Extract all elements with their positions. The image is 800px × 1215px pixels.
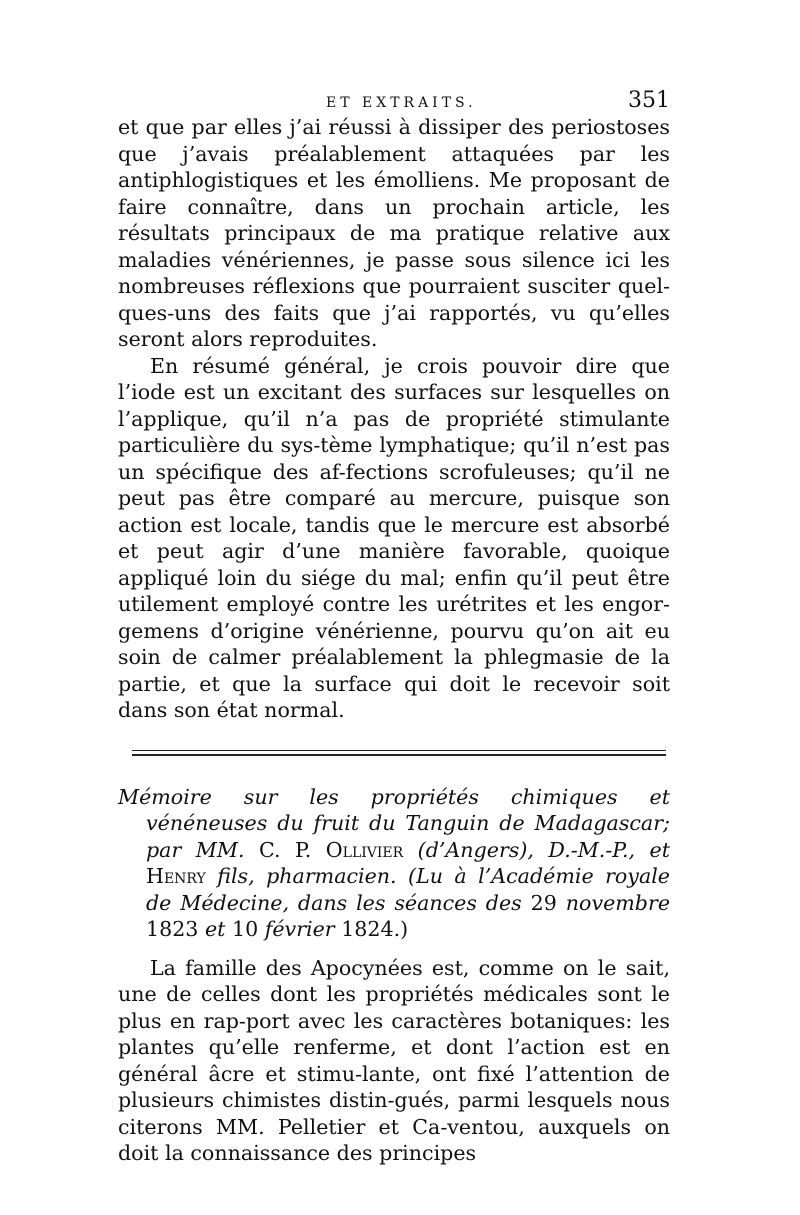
paragraph-summary: En résumé général, je crois pouvoir dire que l’iode est un excitant des surfaces sur lesquelles on l’applique, qu’il n’a pas de propriété stimulante particulière du sys-tème lymphatique; qu’il n’est pas un spécifique des af-fections scrofuleuses; qu’il ne peut pas être comparé au mercure, puisque son action est locale, tandis que le mercure est absorbé et peut agir d’une manière favorable, quoique appliqué loin du siége du mal; enfin qu’il peut être utilement employé contre les urétrites et les engor-gemens d’origine vénérienne, pourvu qu’on ait eu soin de calmer préalablement la phlegmasie de la partie, et que la surface qui doit le recevoir soit dans son état normal. [118,353,670,722]
page-number: 351 [628,88,670,113]
read-note: (Lu à l’Académie royale de Médecine, dans les séances des [146,864,670,915]
memoir-title: Mémoire sur les propriétés chimiques et vénéneuses du fruit du Tanguin de Madagascar; par MM. [118,784,670,862]
conjunction-and: et [649,837,671,862]
author2-role: fils, pharmacien. [217,864,397,888]
section-divider [118,750,670,756]
date1-month: novembre [565,890,671,915]
date1-day: 29 [530,890,557,915]
date2-and: et [204,917,226,941]
divider-line-top [132,750,666,751]
author1-initials: C. P. [259,837,312,862]
book-page [118,70,670,1167]
author1-name: Ollivier [325,837,404,862]
date2-month: février [264,917,335,941]
page-header [118,70,670,114]
divider-line-bottom [132,754,666,756]
date1-year: 1823 [146,917,199,941]
author1-place: (d’Angers), D.-M.-P., [417,837,636,862]
running-title: ET EXTRAITS. [326,95,477,111]
author2-name: Henry [146,864,206,888]
date2-day: 10 [231,917,259,941]
paragraph-continuation: et que par elles j’ai réussi à dissiper des periostoses que j’avais préalablement attaquées par les antiphlogistiques et les émolliens. Me proposant de faire connaître, dans un prochain article, les résultats principaux de ma pratique relative aux maladies vénériennes, je passe sous silence ici les nombreuses réflexions que pourraient susciter quel-ques-uns des faits que j’ai rapportés, vu qu’elles seront alors reproduites. [118,115,670,351]
memoir-heading [118,784,670,943]
date2-year: 1824.) [341,917,409,941]
paragraph-apocynees: La famille des Apocynées est, comme on le sait, une de celles dont les propriétés médicales sont le plus en rap-port avec les caractères botaniques: les plantes qu’elle renferme, et dont l’action est en général âcre et stimu-lante, ont fixé l’attention de plusieurs chimistes distin-gués, parmi lesquels nous citerons MM. Pelletier et Ca-ventou, auxquels on doit la connaissance des principes [118,955,670,1165]
